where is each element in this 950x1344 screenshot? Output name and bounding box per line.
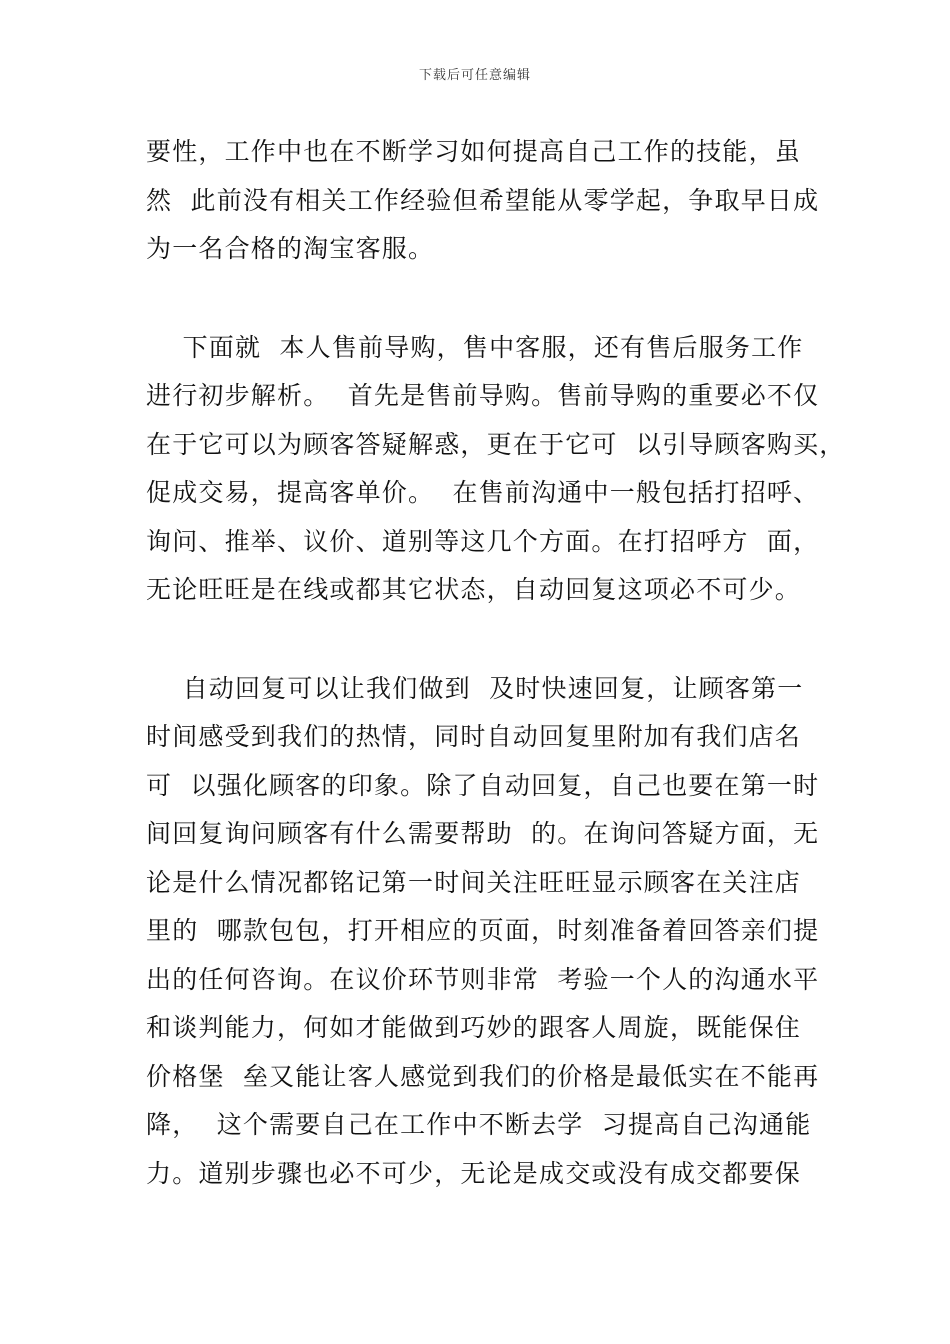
text-line: 自动回复可以让我们做到 及时快速回复，让顾客第一: [146, 673, 804, 703]
text-line: 然 此前没有相关工作经验但希望能从零学起，争取早日成: [146, 185, 820, 215]
paragraph-3: [146, 665, 826, 1199]
text-line: 价格堡 垒又能让客人感觉到我们的价格是最低实在不能再: [146, 1061, 820, 1091]
text-line: 里的 哪款包包，打开相应的页面，时刻准备着回答亲们提: [146, 916, 820, 945]
page-header: 下载后可任意编辑: [418, 68, 531, 83]
text-line: 出的任何咨询。在议价环节则非常 考验一个人的沟通水平: [146, 964, 820, 994]
text-line: 力。道别步骤也必不可少，无论是成交或没有成交都要保: [146, 1158, 802, 1188]
text-line: 间回复询问顾客有什么需要帮助 的。在询问答疑方面，无: [146, 819, 820, 848]
paragraph-gap: [146, 274, 826, 324]
text-line: 为一名合格的淘宝客服。: [146, 234, 435, 263]
paragraph-1: [146, 128, 826, 274]
text-line: 可 以强化顾客的印象。除了自动回复，自己也要在第一时: [146, 770, 820, 800]
text-line: 和谈判能力，何如才能做到巧妙的跟客人周旋，既能保住: [146, 1013, 802, 1042]
text-line: 询问、推举、议价、道别等这几个方面。在打招呼方 面，: [146, 526, 820, 556]
text-line: 在于它可以为顾客答疑解惑，更在于它可 以引导顾客购买，: [146, 429, 846, 459]
text-line: 降， 这个需要自己在工作中不断去学 习提高自己沟通能: [146, 1110, 812, 1139]
text-line: 下面就 本人售前导购，售中客服，还有售后服务工作: [146, 332, 804, 362]
paragraph-2: [146, 324, 846, 615]
text-line: 要性，工作中也在不断学习如何提高自己工作的技能，虽: [146, 137, 802, 166]
document-body: [146, 128, 846, 1198]
text-line: 进行初步解析。 首先是售前导购。售前导购的重要必不仅: [146, 381, 820, 410]
text-line: 促成交易，提高客单价。 在售前沟通中一般包括打招呼、: [146, 478, 820, 507]
text-line: 论是什么情况都铭记第一时间关注旺旺显示顾客在关注店: [146, 867, 802, 897]
text-line: 无论旺旺是在线或都其它状态，自动回复这项必不可少。: [146, 575, 802, 604]
paragraph-gap: [146, 615, 826, 665]
text-line: 时间感受到我们的热情，同时自动回复里附加有我们店名: [146, 722, 802, 751]
